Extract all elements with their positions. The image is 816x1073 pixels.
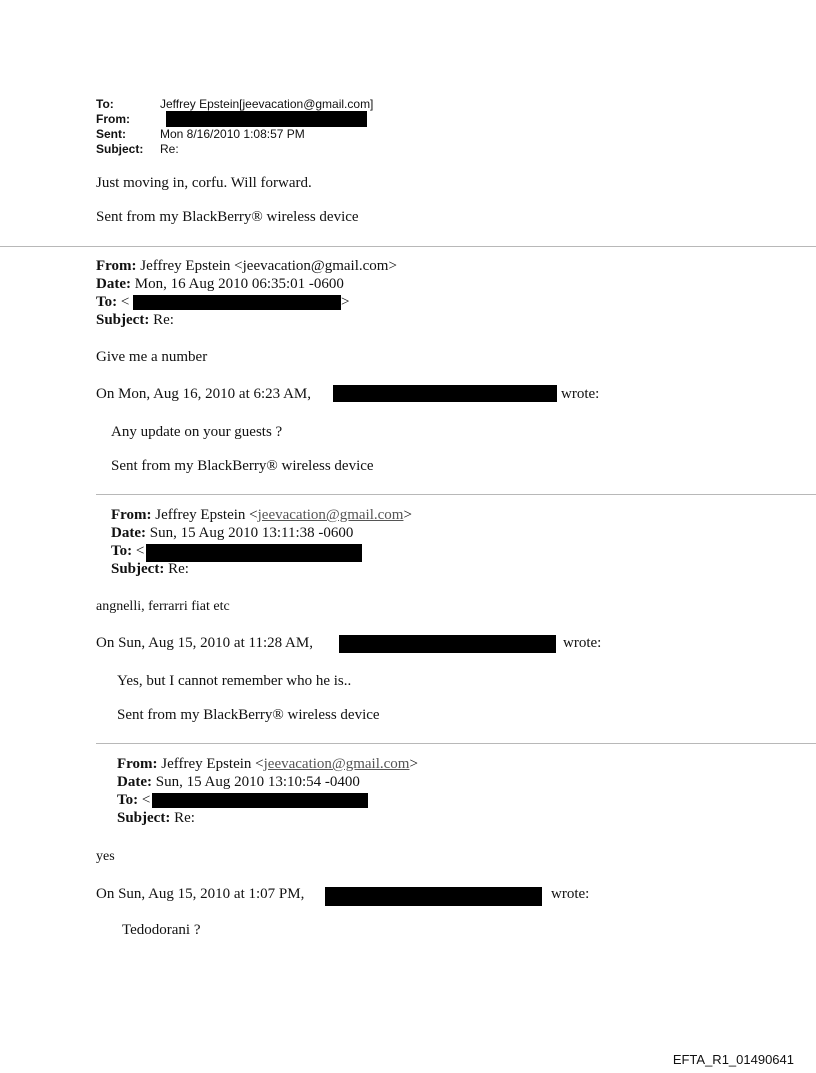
divider xyxy=(0,246,816,247)
quote-wrote: wrote: xyxy=(551,886,590,902)
quoted-body: Yes, but I cannot remember who he is.. xyxy=(117,673,352,689)
date-value: Sun, 15 Aug 2010 13:10:54 -0400 xyxy=(155,774,360,790)
msg2-from-line xyxy=(96,257,397,275)
subject-value: Re: xyxy=(160,142,179,156)
divider xyxy=(96,743,816,744)
divider xyxy=(96,494,816,495)
quoted-body: Tedodorani ? xyxy=(122,922,201,938)
from-label: From: xyxy=(111,507,152,523)
subject-label: Subject: xyxy=(111,561,165,577)
quote-wrote: wrote: xyxy=(561,386,600,402)
quote-intro: On Mon, Aug 16, 2010 at 6:23 AM, xyxy=(96,386,312,402)
to-label: To: xyxy=(111,543,133,559)
from-label: From: xyxy=(96,258,137,274)
quote-intro: On Sun, Aug 15, 2010 at 11:28 AM, xyxy=(96,635,313,651)
redaction-block xyxy=(325,887,542,906)
msg3-to-line xyxy=(111,542,144,560)
to-prefix: < xyxy=(141,792,151,808)
date-label: Date: xyxy=(117,774,152,790)
subject-label: Subject: xyxy=(96,142,144,156)
msg2-subject-line xyxy=(96,311,174,329)
from-close: > xyxy=(403,507,412,523)
redaction-block xyxy=(333,385,557,402)
from-name: Jeffrey Epstein < xyxy=(161,756,264,772)
msg4-to-line xyxy=(117,791,150,809)
from-label: From: xyxy=(117,756,158,772)
email-link[interactable]: jeevacation@gmail.com xyxy=(257,507,404,523)
subject-label: Subject: xyxy=(117,810,171,826)
message-body: Give me a number xyxy=(96,349,208,365)
msg4-from-line xyxy=(117,755,418,773)
from-close: > xyxy=(409,756,418,772)
quoted-signature: Sent from my BlackBerry® wireless device xyxy=(111,458,374,474)
msg2-date-line xyxy=(96,275,344,293)
to-prefix: < xyxy=(135,543,145,559)
to-label: To: xyxy=(117,792,139,808)
quote-wrote: wrote: xyxy=(563,635,602,651)
message-body: Just moving in, corfu. Will forward. xyxy=(96,175,312,191)
document-id: EFTA_R1_01490641 xyxy=(672,1052,794,1067)
redaction-block xyxy=(166,111,367,127)
email-link[interactable]: jeevacation@gmail.com xyxy=(263,756,410,772)
msg3-date-line xyxy=(111,524,353,542)
to-suffix: > xyxy=(341,294,350,310)
subject-value: Re: xyxy=(168,561,189,577)
subject-value: Re: xyxy=(153,312,174,328)
msg4-subject-line xyxy=(117,809,195,827)
date-label: Date: xyxy=(96,276,131,292)
redaction-block xyxy=(152,793,368,808)
from-label: From: xyxy=(96,112,130,126)
sent-value: Mon 8/16/2010 1:08:57 PM xyxy=(160,127,305,141)
subject-value: Re: xyxy=(174,810,195,826)
to-prefix: < xyxy=(120,294,130,310)
quoted-signature: Sent from my BlackBerry® wireless device xyxy=(117,707,380,723)
redaction-block xyxy=(339,635,556,653)
to-label: To: xyxy=(96,97,114,111)
to-value: Jeffrey Epstein[jeevacation@gmail.com] xyxy=(160,97,374,111)
message-body: angnelli, ferrarri fiat etc xyxy=(96,599,230,614)
message-body: yes xyxy=(96,849,115,864)
quoted-body: Any update on your guests ? xyxy=(111,424,283,440)
to-label: To: xyxy=(96,294,118,310)
msg4-date-line xyxy=(117,773,360,791)
from-value: Jeffrey Epstein <jeevacation@gmail.com> xyxy=(140,258,397,274)
msg2-to-line xyxy=(96,293,129,311)
quote-intro: On Sun, Aug 15, 2010 at 1:07 PM, xyxy=(96,886,305,902)
date-value: Mon, 16 Aug 2010 06:35:01 -0600 xyxy=(134,276,344,292)
signature: Sent from my BlackBerry® wireless device xyxy=(96,209,359,225)
redaction-block xyxy=(133,295,341,310)
date-value: Sun, 15 Aug 2010 13:11:38 -0600 xyxy=(149,525,354,541)
msg3-subject-line xyxy=(111,560,189,578)
sent-label: Sent: xyxy=(96,127,126,141)
from-name: Jeffrey Epstein < xyxy=(155,507,258,523)
subject-label: Subject: xyxy=(96,312,150,328)
msg3-from-line xyxy=(111,506,412,524)
date-label: Date: xyxy=(111,525,146,541)
